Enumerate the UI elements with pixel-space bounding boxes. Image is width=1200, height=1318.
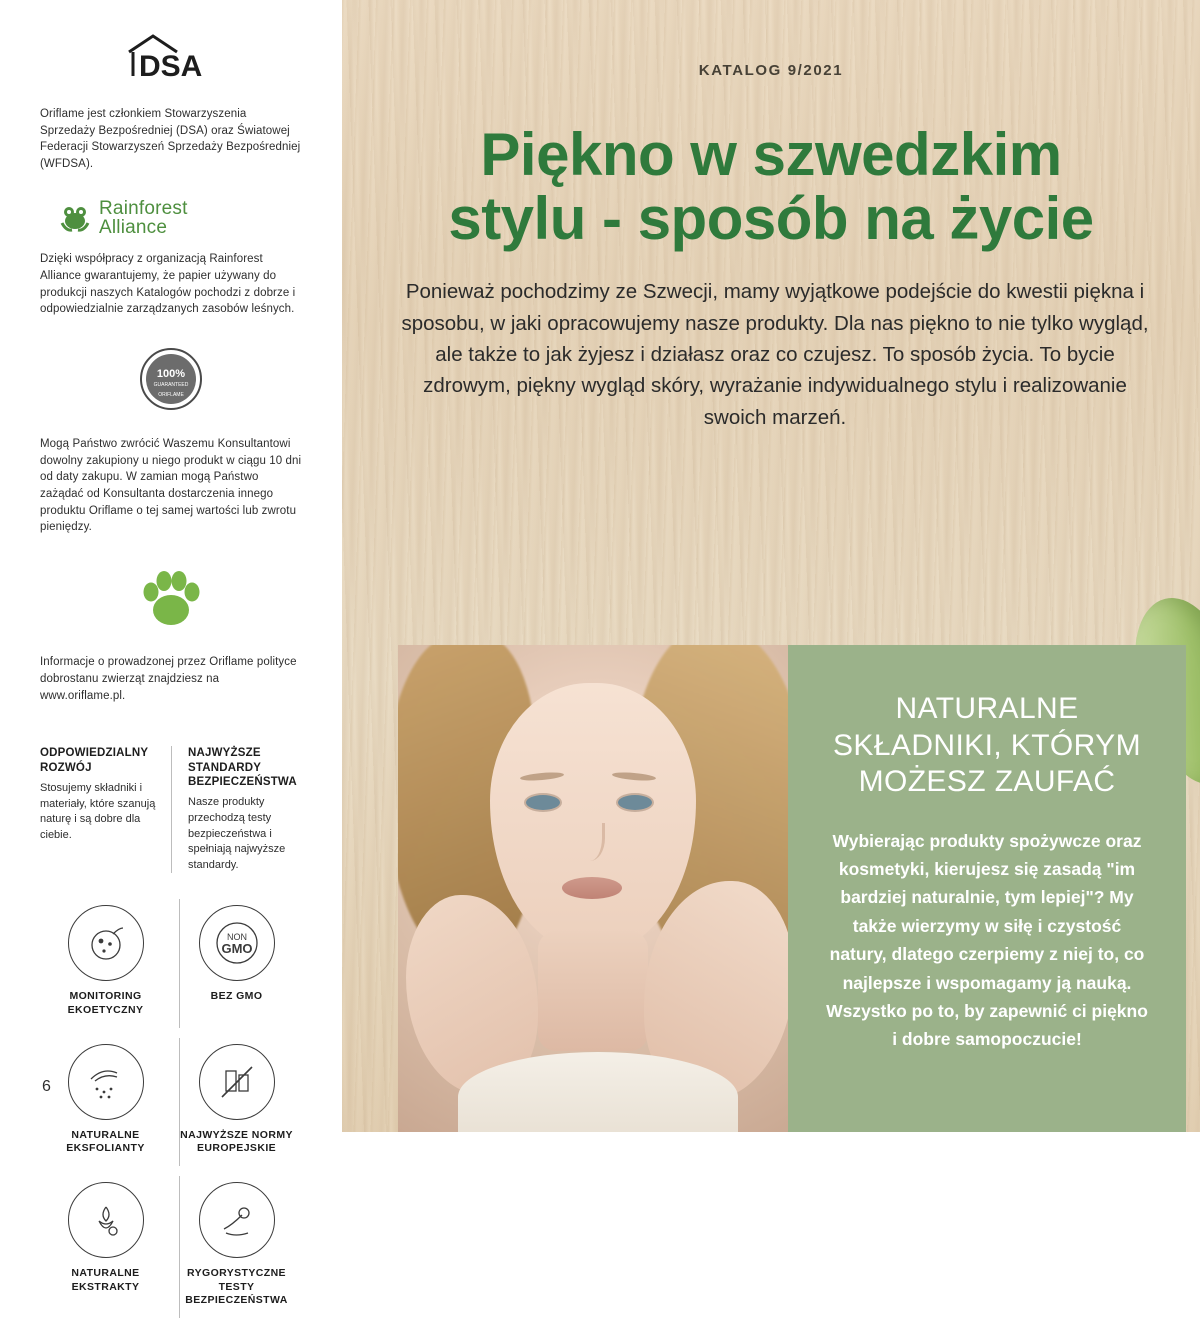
page-title	[376, 123, 1166, 250]
catalog-label: KATALOG 9/2021	[698, 62, 844, 79]
left-info-column	[0, 0, 342, 1307]
icon-cell-eco-monitoring	[40, 905, 171, 1017]
icon-cell-non-gmo	[171, 905, 302, 1017]
panel-body: Wybierając produkty spożywcze oraz kosmetyki, kierujesz się zasadą "im bardziej naturalnie, tym lepiej"? My także wierzymy w siłę i czystość natury, dlatego czerpiemy z niej to, co najlepsze i wspomagamy ją nauką. Wszystko po to, by zapewnić ci piękno i dobre samopoczucie!	[826, 830, 1148, 1050]
animal-policy-paragraph: Informacje o prowadzonej przez Oriflame polityce dobrostanu zwierząt znajdziesz na www.oriflame.pl.	[40, 656, 297, 702]
rainforest-paragraph: Dzięki współpracy z organizacją Rainforest Alliance gwarantujemy, że papier używany do produkcji naszych Katalogów pochodzi z dobrze i odpowiedzialnie zarządzanych zasobów leśnych.	[40, 253, 296, 316]
model-photo	[398, 645, 788, 1132]
animal-welfare-paw-icon	[40, 566, 302, 628]
icon-caption: NATURALNE EKSTRAKTY	[71, 1266, 140, 1293]
photo-eye-left	[526, 795, 560, 810]
certification-icon-grid	[40, 905, 302, 1307]
principle-body: Stosujemy składniki i materiały, które szanują naturę i są dobre dla ciebie.	[40, 781, 156, 841]
headline-line-2: stylu - sposób na życie	[448, 184, 1094, 252]
guarantee-badge	[40, 344, 302, 414]
frog-icon	[58, 201, 92, 235]
rainforest-line-1: Rainforest	[99, 197, 188, 219]
icon-cell-natural-extracts	[40, 1182, 171, 1308]
panel-title: NATURALNE SKŁADNIKI, KTÓRYM MOŻESZ ZAUFAĆ	[833, 692, 1141, 799]
natural-extracts-icon	[68, 1182, 144, 1258]
icon-caption: BEZ GMO	[210, 990, 263, 1003]
icon-caption: RYGORYSTYCZNE TESTY BEZPIECZEŃSTWA	[185, 1266, 288, 1307]
dsa-paragraph: Oriflame jest członkiem Stowarzyszenia Sprzedaży Bezpośredniej (DSA) oraz Światowej Federacji Stowarzyszeń Sprzedaży Bezpośredniej (WFDSA).	[40, 108, 301, 171]
natural-ingredients-panel	[788, 645, 1186, 1132]
eco-monitoring-icon	[68, 905, 144, 981]
principle-safety-standards	[171, 746, 302, 873]
svg-text:ORIFLAME: ORIFLAME	[158, 392, 184, 399]
principle-body: Nasze produkty przechodzą testy bezpieczeństwa i spełniają najwyższe standardy.	[188, 796, 286, 871]
principle-heading: NAJWYŻSZE STANDARDY BEZPIECZEŃSTWA	[188, 747, 297, 788]
svg-text:NON: NON	[226, 932, 247, 943]
icon-cell-natural-exfoliants	[40, 1044, 171, 1156]
rigorous-safety-tests-icon	[199, 1182, 275, 1258]
photo-shoulders	[458, 1052, 738, 1132]
photo-face	[490, 683, 696, 951]
dsa-logo	[40, 32, 302, 84]
icon-caption: NATURALNE EKSFOLIANTY	[66, 1128, 145, 1155]
principle-responsible-development	[40, 746, 171, 873]
european-norms-icon	[199, 1044, 275, 1120]
principle-heading: ODPOWIEDZIALNY ROZWÓJ	[40, 747, 149, 774]
svg-text:GUARANTEED: GUARANTEED	[153, 382, 189, 389]
icon-cell-rigorous-tests	[171, 1182, 302, 1308]
guarantee-paragraph: Mogą Państwo zwrócić Waszemu Konsultantowi dowolny zakupiony u niego produkt w ciągu 10 dni od daty zakupu. W zamian mogą Państwo zażądać od Konsultanta dostarczenia innego produktu Oriflame o tej samej wartości lub zwrotu pieniędzy.	[40, 438, 302, 534]
icon-caption: NAJWYŻSZE NORMY EUROPEJSKIE	[180, 1128, 293, 1155]
right-feature-column	[342, 0, 1200, 1132]
headline-line-1: Piękno w szwedzkim	[480, 121, 1062, 188]
icon-cell-european-norms	[171, 1044, 302, 1156]
svg-text:GMO: GMO	[220, 941, 253, 957]
photo-eye-right	[618, 795, 652, 810]
natural-exfoliants-icon	[68, 1044, 144, 1120]
rainforest-alliance-logo	[58, 199, 302, 238]
rainforest-line-2: Alliance	[99, 217, 168, 239]
non-gmo-icon	[199, 905, 275, 981]
svg-text:DSA: DSA	[139, 50, 203, 83]
page-number: 6	[42, 1078, 51, 1095]
intro-paragraph: Ponieważ pochodzimy ze Szwecji, mamy wyjątkowe podejście do kwestii piękna i sposobu, w jaki opracowujemy nasze produkty. Dla nas piękno to nie tylko wygląd, ale także to jak żyjesz i działasz oraz co czujesz. To sposób życia. To bycie zdrowym, piękny wygląd skóry, wyrażanie indywidualnego stylu i realizowanie swoich marzeń.	[401, 280, 1149, 429]
feature-block	[398, 645, 1186, 1132]
two-column-principles	[40, 746, 302, 873]
photo-neck	[538, 931, 648, 1051]
icon-caption: MONITORING EKOETYCZNY	[67, 990, 144, 1016]
photo-lips	[562, 877, 622, 899]
svg-text:100%: 100%	[156, 368, 186, 381]
